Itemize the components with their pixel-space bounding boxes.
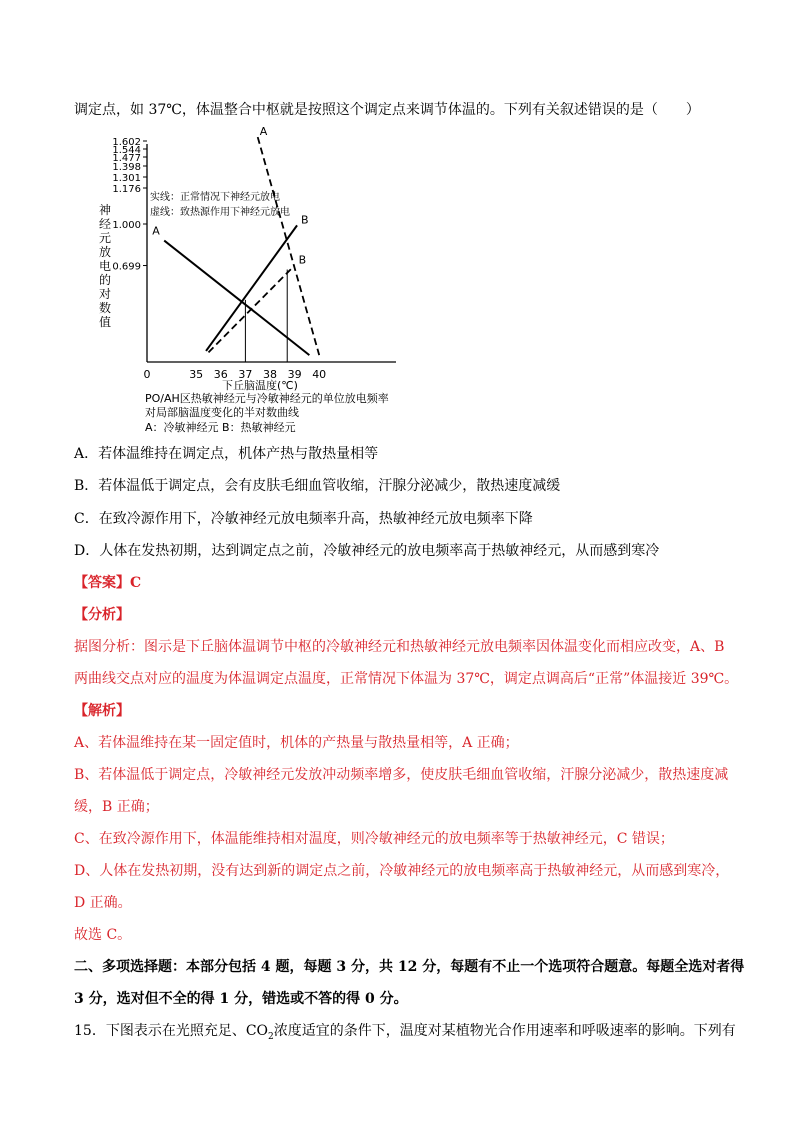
option-d: D．人体在发热初期，达到调定点之前，冷敏神经元的放电频率高于热敏神经元，从而感到寒冷 (74, 543, 660, 559)
series-line-b-solid (206, 225, 297, 351)
legend-solid: 实线：正常情况下神经元放电 (150, 192, 280, 203)
y-label-char: 放 (98, 245, 112, 259)
explain-choice: 故选 C。 (74, 927, 132, 943)
y-label-char: 经 (98, 217, 112, 231)
explain-b-1: B、若体温低于调定点，冷敏神经元发放冲动频率增多，使皮肤毛细血管收缩，汗腺分泌减少，散热速度减 (74, 767, 729, 783)
x-tick-label: 40 (312, 368, 327, 381)
chart-axes (147, 144, 396, 362)
explain-c: C、在致冷源作用下，体温能维持相对温度，则冷敏神经元的放电频率等于热敏神经元，C 错误； (74, 831, 674, 847)
chart-ticks (112, 137, 326, 381)
x-tick-label: 37 (238, 368, 253, 381)
analysis-line-1: 据图分析：图示是下丘脑体温调节中枢的冷敏神经元和热敏神经元放电频率因体温变化而相应改变，A、B (74, 639, 725, 655)
chart-lines (152, 125, 319, 362)
series-label-b: B (301, 213, 309, 227)
q15-suffix: 浓度适宜的条件下，温度对某植物光合作用速率和呼吸速率的影响。下列有 (273, 1023, 736, 1039)
y-label-char: 电 (98, 259, 112, 273)
figure-caption-1: PO/AH区热敏神经元与冷敏神经元的单位放电频率 (145, 392, 389, 405)
x-tick-label: 39 (287, 368, 302, 381)
section2-heading-2: 3 分，选对但不全的得 1 分，错选或不答的得 0 分。 (74, 991, 408, 1007)
y-tick-label: 1.176 (112, 184, 141, 195)
y-label-char: 神 (98, 203, 112, 217)
y-label-char: 元 (98, 231, 112, 245)
legend-dashed: 虚线：致热源作用下神经元放电 (150, 207, 290, 218)
y-tick-label: 1.477 (112, 153, 141, 164)
y-tick-label: 1.301 (112, 173, 141, 184)
analysis-label: 【分析】 (74, 607, 130, 623)
x-tick-label: 35 (189, 368, 204, 381)
section2-heading-1: 二、多项选择题：本部分包括 4 题，每题 3 分，共 12 分，每题有不止一个选项符合题意。每题全选对者得 (74, 959, 745, 975)
analysis-line-2: 两曲线交点对应的温度为体温调定点温度，正常情况下体温为 37℃，调定点调高后“正常”体温接近 39℃。 (74, 671, 739, 687)
x-tick-label: 36 (213, 368, 228, 381)
explain-d-1: D、人体在发热初期，没有达到新的调定点之前，冷敏神经元的放电频率高于热敏神经元，从而感到寒冷， (74, 863, 730, 879)
x-axis-label: 下丘脑温度(℃) (222, 379, 298, 392)
y-tick-label: 1.398 (112, 162, 141, 173)
figure-caption-3: A：冷敏神经元 B：热敏神经元 (145, 421, 296, 434)
question-intro: 调定点，如 37℃，体温整合中枢就是按照这个调定点来调节体温的。下列有关叙述错误的是（ ） (74, 102, 700, 118)
y-tick-label: 1.000 (112, 220, 141, 231)
y-label-char: 的 (98, 273, 112, 287)
option-c: C．在致冷源作用下，冷敏神经元放电频率升高，热敏神经元放电频率下降 (74, 511, 533, 527)
neuron-discharge-chart (90, 125, 420, 394)
y-label-char: 数 (98, 301, 112, 315)
explain-b-2: 缓，B 正确； (74, 799, 159, 815)
answer-label: 【答案】C (74, 575, 142, 591)
explain-label: 【解析】 (74, 703, 130, 719)
option-a: A．若体温维持在调定点，机体产热与散热量相等 (74, 446, 379, 462)
series-line-b-dashed (209, 265, 295, 352)
series-label-a: A (259, 125, 268, 139)
y-tick-label: 0.699 (112, 261, 141, 273)
x-tick-label: 0 (143, 368, 151, 381)
question-15 (74, 1021, 736, 1047)
figure-caption-2: 对局部脑温度变化的半对数曲线 (145, 406, 299, 419)
y-tick-label: 1.602 (112, 137, 141, 148)
q15-prefix: 15．下图表示在光照充足、CO (74, 1023, 269, 1039)
series-label-b: B (298, 253, 307, 267)
q15-subscript: 2 (268, 1031, 274, 1042)
explain-d-2: D 正确。 (74, 895, 132, 911)
x-tick-label: 38 (263, 368, 277, 381)
y-label-char: 对 (98, 287, 112, 301)
option-b: B．若体温低于调定点，会有皮肤毛细血管收缩，汗腺分泌减少，散热速度减缓 (74, 478, 561, 494)
series-label-a: A (152, 224, 160, 238)
y-label-char: 值 (98, 315, 112, 329)
explain-a: A、若体温维持在某一固定值时，机体的产热量与散热量相等，A 正确； (74, 735, 519, 751)
y-tick-label: 1.544 (112, 145, 141, 156)
